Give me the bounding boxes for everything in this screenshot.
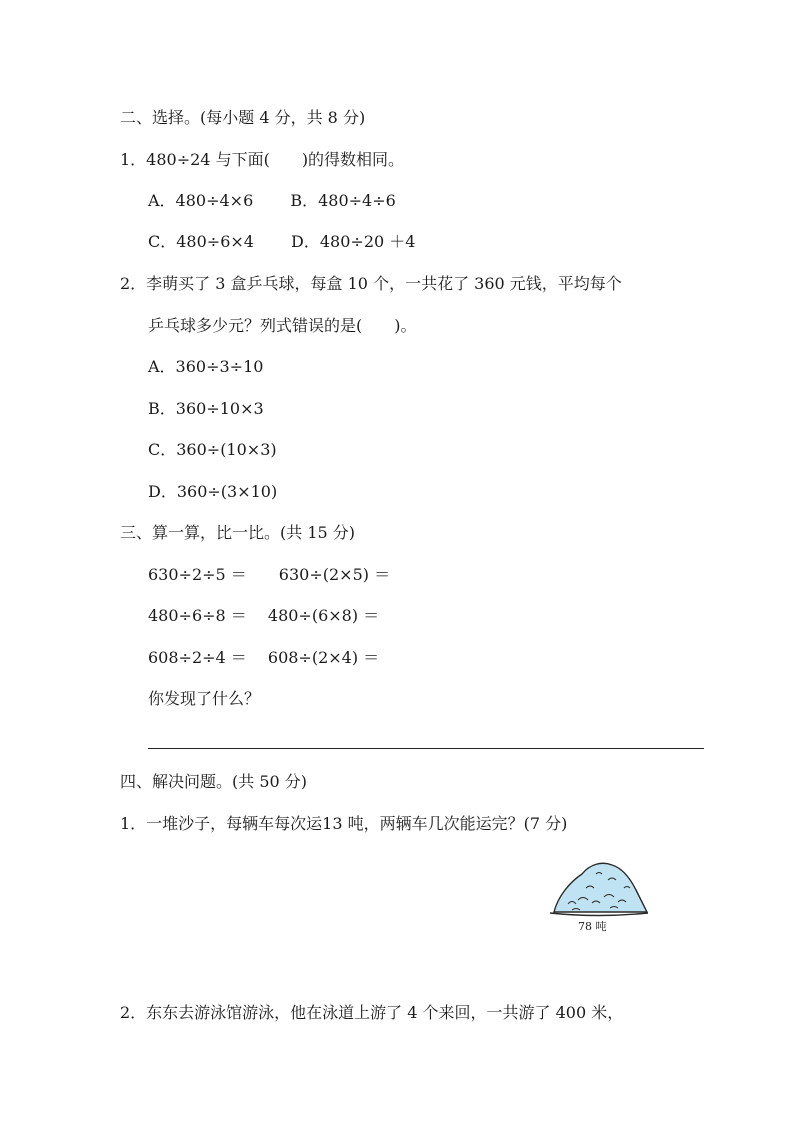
section2-title: 二、选择。(每小题 4 分，共 8 分) — [120, 108, 366, 127]
q2-stem-line1: 2．李萌买了 3 盒乒乓球，每盒 10 个，一共花了 360 元钱，平均每个 — [120, 274, 622, 293]
q1-stem: 1．480÷24 与下面( )的得数相同。 — [120, 150, 405, 169]
q2-option-d: D．360÷(3×10) — [148, 482, 278, 501]
answer-line — [148, 748, 704, 749]
q2-option-c: C．360÷(10×3) — [148, 440, 277, 459]
q2-stem-line2: 乒乓球多少元？列式错误的是( )。 — [148, 316, 417, 335]
sand-pile-shape — [554, 863, 647, 912]
q1-options-row2: C．480÷6×4 D．480÷20 ＋4 — [148, 232, 416, 251]
calc-row-2: 480÷6÷8 ＝ 480÷(6×8) ＝ — [148, 606, 380, 625]
calc-row-3: 608÷2÷4 ＝ 608÷(2×4) ＝ — [148, 648, 380, 667]
section3-question: 你发现了什么？ — [148, 689, 261, 708]
section4-title: 四、解决问题。(共 50 分) — [120, 772, 308, 791]
calc-row-1: 630÷2÷5 ＝ 630÷(2×5) ＝ — [148, 565, 391, 584]
section3-title: 三、算一算，比一比。(共 15 分) — [120, 523, 356, 542]
q2-option-b: B．360÷10×3 — [148, 399, 264, 418]
sand-pile-illustration — [548, 852, 652, 922]
s4-q2-text: 2．东东去游泳馆游泳，他在泳道上游了 4 个来回，一共游了 400 米， — [120, 1003, 624, 1022]
s4-q1-text: 1．一堆沙子，每辆车每次运13 吨，两辆车几次能运完？(7 分) — [120, 814, 568, 833]
q1-options-row1: A．480÷4×6 B．480÷4÷6 — [148, 191, 396, 210]
sand-weight-label: 78 吨 — [578, 920, 607, 933]
sand-pile-base — [550, 913, 648, 916]
q2-option-a: A．360÷3÷10 — [148, 357, 264, 376]
